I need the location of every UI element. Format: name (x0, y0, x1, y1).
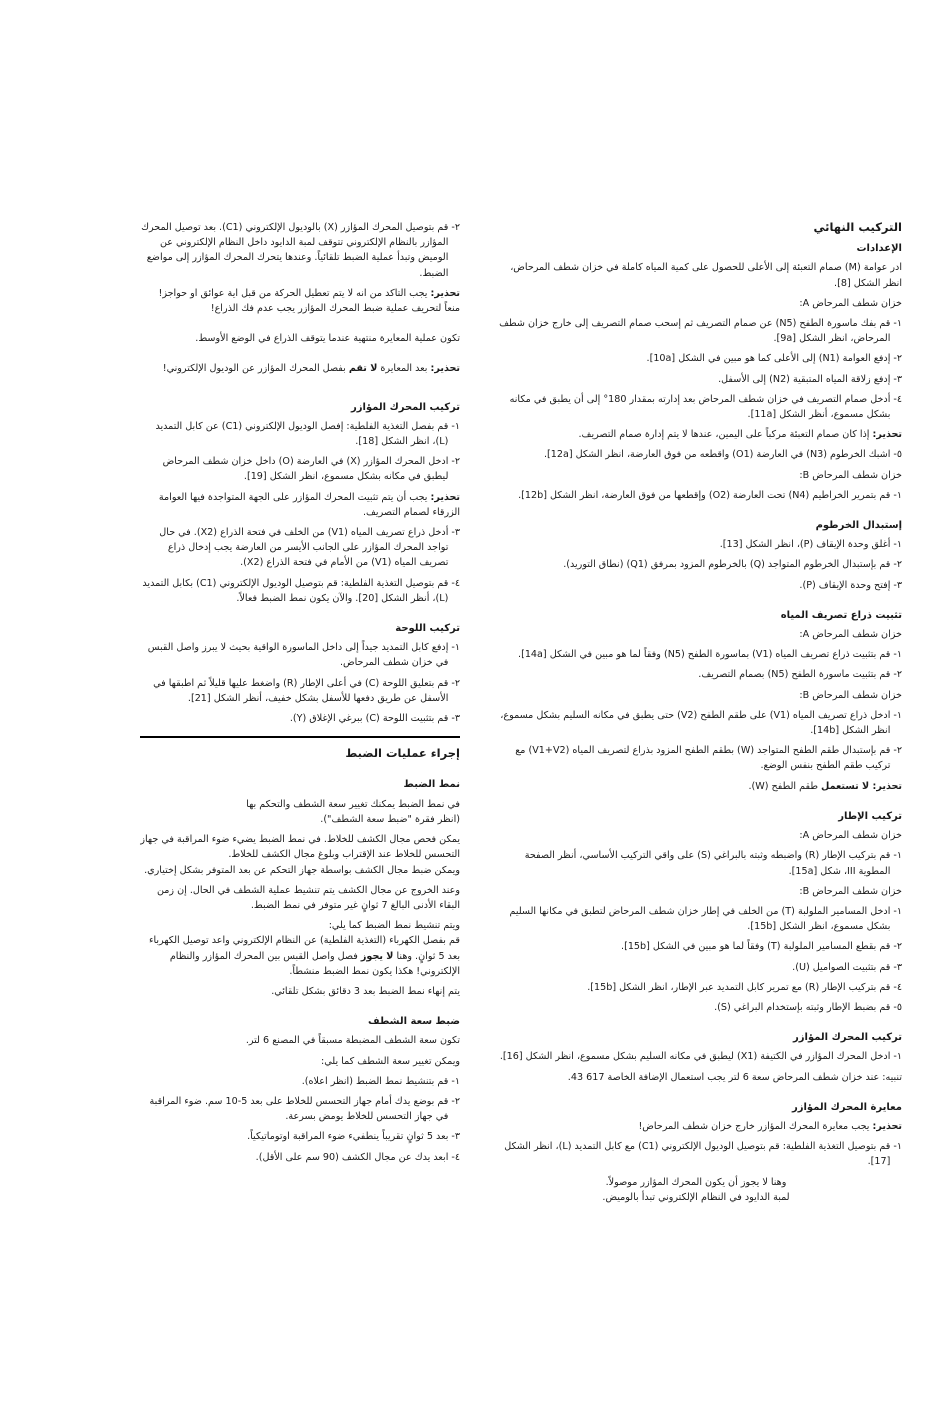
list-item: ٢- قم بوضع يدك أمام جهاز التحسس للخلاط على بعد 5-10 سم. ضوء المراقبة في جهاز التحسس للخلاط يومض بسرعة. (149, 1095, 460, 1123)
adjust-mode-text: في نمط الضبط يمكنك تغيير سعة الشطف والتحكم بها (246, 798, 460, 810)
tank-b-label: خزان شطف المرحاض B: (799, 469, 902, 481)
list-item: ١- قم بتنشيط نمط الضبط (انظر اعلاه). (301, 1075, 460, 1087)
calibration-line: لمبة الدايود في النظام الإلكتروني تبدأ بالوميض. (602, 1191, 790, 1203)
final-installation-title: التركيب النهائي (813, 220, 902, 234)
list-item: ٥- اشبك الخرطوم (N3) في العارضة (O1) واقطعه من فوق العارضة، انظر الشكل [12a]. (543, 449, 902, 461)
adjust-mode-text: ويمكن ضبط مجال الكشف بواسطة جهاز التحكم عن بعد المتوفر بشكل إختياري. (144, 864, 460, 876)
adjust-mode-text: يمكن فحص مجال الكشف للخلاط. في نمط الضبط يضيء ضوء المراقبة في جهاز التحسس للخلاط عند الإقتراب وبلوغ مجال الكشف للخلاط. (140, 834, 460, 861)
tank-b-label: خزان شطف المرحاض B: (799, 689, 902, 701)
adjustments-title: إجراء عمليات الضبط (345, 746, 460, 761)
warning-note: تحذير: إذا كان صمام التعبئة مركباً على اليمين، عندها لا يتم إدارة صمام التصريف. (578, 429, 902, 441)
warning-note: تحذير: يجب التاكد من انه لا يتم تعطيل الحركة من قبل اية عوائق او حواجز! منعاً لتحريف عملية ضبط المحرك المؤازر يجب عدم فك الذراع! (158, 287, 460, 315)
adjust-mode-text: قم بفصل الكهرباء (التغذية الفلطية) عن النظام الإلكتروني واعد توصيل الكهرباء بعد 5 ثوانٍ. وهنا لا يجوز فصل واصل القبس بين المحرك المؤازر والنظام الإلكتروني! هكذا يكون نمط الضبط منشطاً. (148, 935, 460, 977)
adjust-mode-text: (انظر فقرة "ضبط سعة الشطف"). (320, 813, 460, 825)
install-motor-title: تركيب المحرك المؤازر (351, 401, 460, 413)
list-item: ٤- ابعد يدك عن مجال الكشف (90 سم على الأقل). (255, 1151, 460, 1163)
warning-note: تحذير: لا تستعمل طقم الطفح (W). (748, 780, 902, 792)
tank-a-label: خزان شطف المرحاض A: (799, 629, 902, 641)
settings-title: الإعدادات (856, 243, 902, 255)
list-item: ٢- قم بتعليق اللوحة (C) في أعلى الإطار (R) واضغط عليها قليلاً ثم اطبقها في الأسفل عن طريق دفعها للأسفل بشكل خفيف، أنظر الشكل [21]. (153, 677, 460, 704)
section-divider (140, 736, 460, 738)
warning-note: تحذير: يجب أن يتم تثبيت المحرك المؤازر على الجهة المتواجدة فيها العوامة الزرقاء لصمام التصريف. (158, 491, 460, 518)
list-item: ٤- قم بتوصيل التغذية الفلطية: قم بتوصيل الوديول الإلكتروني (C1) بكابل التمديد (L)، أنظر الشكل [20]. والآن يكون نمط الضبط فعالاً. (142, 577, 460, 604)
list-item: ١- ادخل ذراع تصريف المياه (V1) على طقم الطفح (V2) حتى يطبق في مكانه السليم بشكل مسموع، انظر الشكل [14b]. (500, 709, 902, 737)
frame-title: تركيب الإطار (838, 810, 902, 822)
motor-note: تنبيه: عند خزان شطف المرحاض سعة 6 لتر يجب استعمال الإضافة الخاصة 617 43. (567, 1071, 902, 1083)
list-item: ٥- قم بضبط الإطار وثبته بإستخدام البراغي (S). (714, 1001, 902, 1013)
flush-volume-title: ضبط سعة الشطف (368, 1016, 460, 1028)
tank-a-label: خزان شطف المرحاض A: (799, 830, 902, 842)
adjust-mode-text: ويتم تنشيط نمط الضبط كما يلي: (328, 920, 460, 932)
list-item: ٢- قم بإستبدال طقم الطفح المتواجد (W) بطقم الطفح المزود بذراع لتصريف المياه (V1+V2) مع تركيب طقم الطفح بنفس الوضع. (515, 745, 902, 772)
list-item: ٢- قم بإستبدال الخرطوم المتواجد (Q) بالخرطوم المزود بمرفق (Q1) (نطاق التوريد). (563, 559, 902, 571)
motor-title: تركيب المحرك المؤازر (793, 1032, 902, 1044)
list-item: ١- أغلق وحدة الإيقاف (P)، انظر الشكل [13]. (719, 539, 902, 551)
adjust-mode-title: نمط الضبط (403, 779, 460, 791)
adjust-mode-text: يتم إنهاء نمط الضبط بعد 3 دقائق بشكل تلقائي. (271, 985, 460, 997)
list-item: ٣- بعد 5 ثوانٍ تقريباً ينطفيء ضوء المراقبة اوتوماتيكياً. (247, 1131, 460, 1143)
list-item: ٢- قم بتثبيت ماسورة الطفح (N5) بصمام التصريف. (698, 669, 902, 681)
list-item: ٣- إدفع زلاقة المياه المتبقية (N2) إلى الأسفل. (718, 373, 902, 385)
hose-title: إستبدال الخرطوم (815, 520, 902, 532)
list-item: ١- ادخل المسامير الملولبة (T) من الخلف في إطار خزان شطف المرحاض لتطبق في مكانها السليم بشكل مسموع، انظر الشكل [15b]. (509, 905, 902, 933)
panel-title: تركيب اللوحة (395, 623, 460, 635)
adjust-mode-text: وعند الخروج عن مجال الكشف يتم تنشيط عملية الشطف في الحال. إن زمن البقاء الأدنى البالغ 7 ثوانٍ غير متوفر في نمط الضبط. (156, 884, 460, 911)
list-item: ٢- قم بقطع المسامير الملولبة (T) وفقاً لما هو مبين في الشكل [15b]. (621, 941, 902, 953)
calibration-line: وهنا لا يجوز أن يكون المحرك المؤازر موصولاً. (605, 1176, 787, 1188)
list-item: ٢- إدفع العوامة (N1) إلى الأعلى كما هو مبين في الشكل [10a]. (646, 353, 902, 365)
list-item: ٤- أدخل صمام التصريف في خزان شطف المرحاض بعد إدارته بمقدار 180° إلى أن يطبق في مكانه بشكل مسموع، أنظر الشكل [11a]. (509, 393, 902, 421)
list-item: ٣- قم بتثبيت الصواميل (U). (792, 961, 902, 973)
list-item: ١- ادخل المحرك المؤازر في الكتيفة (X1) ليطبق في مكانه السليم بشكل مسموع، انظر الشكل [16]. (499, 1051, 902, 1063)
tank-b-label: خزان شطف المرحاض B: (799, 885, 902, 897)
list-item: ١- قم بتوصيل التغذية الفلطية: قم بتوصيل الوديول الإلكتروني (C1) مع كابل التمديد (L)، انظر الشكل [17]. (504, 1141, 902, 1168)
list-item: ١- إدفع كابل التمديد جيداً إلى داخل الماسورة الواقية بحيث لا يبرز واصل القبس في خزان شطف المرحاض. (147, 642, 460, 669)
list-item: ١- قم بفك ماسورة الطفح (N5) عن صمام التصريف ثم إسحب صمام التصريف إلى خارج خزان شطف المرحاض، انظر الشكل [9a]. (499, 318, 902, 345)
calibration-title: معايرة المحرك المؤازر (791, 1101, 902, 1113)
list-item: ١- قم بتمرير الخراطيم (N4) تحت العارضة (O2) وإقطعها من فوق العارضة، انظر الشكل [12b]. (518, 489, 902, 501)
warning-note: تحذير: بعد المعايرة لا تقم بفصل المحرك المؤازر عن الوديول الإلكتروني! (162, 363, 460, 375)
flush-volume-text: ويمكن تغيير سعة الشطف كما يلي: (321, 1055, 460, 1067)
list-item: ٣- قم بتثبيت اللوحة (C) ببرغي الإغلاق (Y). (289, 713, 460, 725)
list-item: ١- قم بفصل التغذية الفلطية: إفصل الوديول الإلكتروني (C1) عن كابل التمديد (L)، انظر الشكل [18]. (155, 420, 460, 448)
list-item: ٤- قم بتركيب الإطار (R) مع تمرير كابل التمديد عبر الإطار، انظر الشكل [15b]. (587, 981, 902, 993)
list-item: ١- قم بتثبيت ذراع تصريف المياه (V1) بماسورة الطفح (N5) وفقاً لما هو مبين في الشكل [14a]. (518, 649, 902, 661)
tank-a-label: خزان شطف المرحاض A: (799, 297, 902, 309)
list-item: ٣- إفتح وحدة الإيقاف (P). (799, 579, 902, 591)
list-item: ٣- أدخل ذراع تصريف المياه (V1) من الخلف في فتحة الذراع (X2). في حال تواجد المحرك المؤازر على الجانب الأيسر من العارضة يجب إدخال ذراع تصريف المياه (V1) من الأمام في فتحة الذراع (X2). (159, 527, 460, 569)
left-column (140, 220, 460, 1170)
list-item: ١- قم بتركيب الإطار (R) واضبطه وثبته بالبراغي (S) على واقي التركيب الأساسي، أنظر الصفحة المطوية III، شكل [15a]. (524, 850, 902, 877)
settings-paragraph: ادر عوامة (M) صمام التعبئة إلى الأعلى للحصول على كمية المياه كاملة في خزان شطف المرحاض، انظر الشكل [8]. (510, 262, 902, 289)
arm-title: تثبيت ذراع تصريف المياه (780, 609, 902, 621)
calibration-end-text: تكون عملية المعايرة منتهية عندما يتوقف الذراع في الوضع الأوسط. (195, 333, 460, 345)
right-column (490, 220, 902, 1210)
list-item: ٢- قم بتوصيل المحرك المؤازر (X) بالوديول الإلكتروني (C1). بعد توصيل المحرك المؤازر بالنظام الإلكتروني تتوقف لمبة الدايود داخل النظام الإلكتروني عن الوميض وتبدأ عملية الضبط تلقائياً. وعندها يتحرك المحرك المؤازر إلى مواضع الضبط. (141, 222, 460, 279)
warning-note: تحذير: يجب معايرة المحرك المؤازر خارج خزان شطف المرحاض! (638, 1120, 902, 1132)
list-item: ٢- ادخل المحرك المؤازر (X) في العارضة (O) داخل خزان شطف المرحاض ليطبق في مكانه بشكل مسموع، انظر الشكل [19]. (162, 456, 460, 483)
flush-volume-text: تكون سعة الشطف المضبطة مسبقاً في المصنع 6 لتر. (245, 1035, 460, 1047)
